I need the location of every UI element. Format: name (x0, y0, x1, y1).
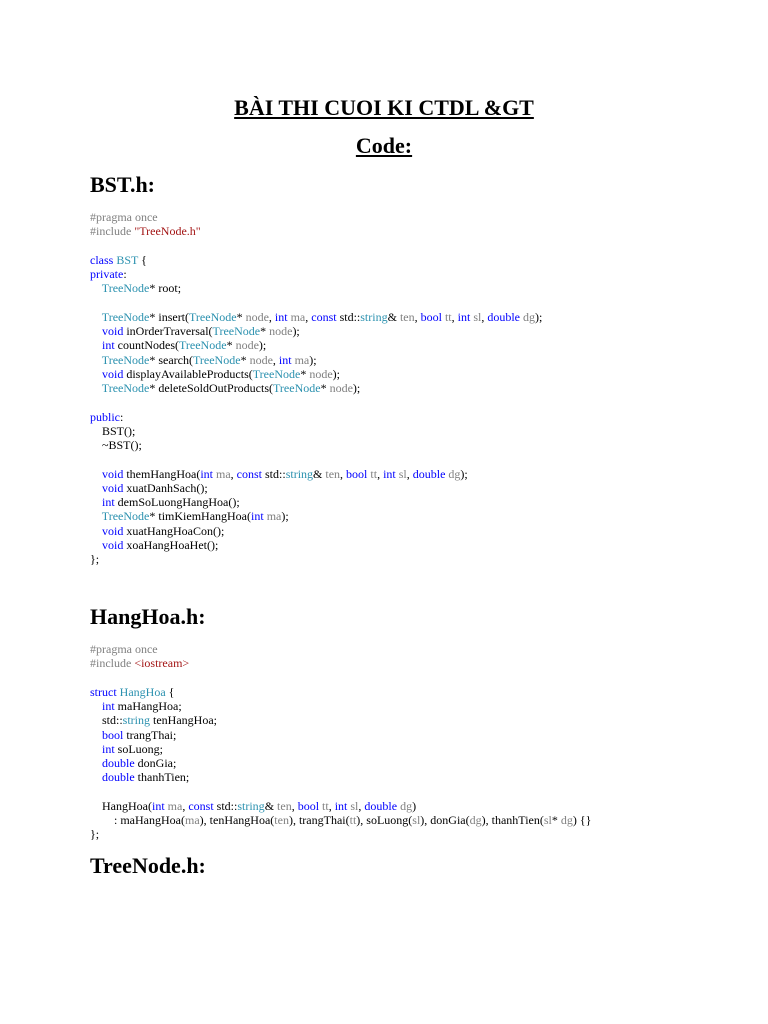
code-block-bst (90, 210, 542, 566)
code-line: double thanhTien; (102, 770, 190, 785)
code-line: TreeNode* timKiemHangHoa(int ma); (101, 509, 289, 524)
code-line: class BST { (90, 252, 147, 267)
code-line: TreeNode* root; (101, 281, 182, 296)
section-heading-hanghoa: HangHoa.h: (90, 604, 206, 629)
code-line: private: (90, 267, 127, 281)
code-line: void displayAvailableProducts(TreeNode* node); (102, 366, 340, 381)
code-line: public: (90, 409, 124, 424)
code-line: #include "TreeNode.h" (90, 224, 201, 239)
code-line: std::string tenHangHoa; (90, 713, 217, 728)
code-line: ~BST(); (90, 438, 142, 452)
code-line: TreeNode* insert(TreeNode* node, int ma, const std::string& ten, bool tt, int sl, double dg); (101, 309, 543, 324)
code-line: #include <iostream> (90, 656, 190, 671)
code-line: #pragma once (90, 210, 158, 224)
code-line: BST(); (90, 423, 136, 438)
code-line: struct HangHoa { (90, 684, 175, 699)
section-heading-bst: BST.h: (90, 172, 156, 197)
code-line: void xuatDanhSach(); (102, 480, 208, 495)
code-line: void themHangHoa(int ma, const std::string& ten, bool tt, int sl, double dg); (102, 466, 468, 481)
code-line: int demSoLuongHangHoa(); (102, 495, 240, 509)
code-line: double donGia; (102, 756, 177, 770)
code-block-hanghoa (90, 642, 591, 842)
code-line: TreeNode* search(TreeNode* node, int ma); (101, 352, 317, 367)
section-heading-treenode: TreeNode.h: (90, 853, 206, 878)
code-line: int countNodes(TreeNode* node); (102, 338, 267, 353)
code-line: HangHoa(int ma, const std::string& ten, bool tt, int sl, double dg) (90, 798, 417, 813)
code-line: #pragma once (90, 642, 158, 656)
code-line: int soLuong; (102, 741, 164, 756)
code-heading: Code: (355, 133, 413, 158)
code-line: bool trangThai; (102, 727, 177, 742)
code-line: void xuatHangHoaCon(); (102, 523, 225, 538)
code-line: int maHangHoa; (102, 699, 182, 713)
code-line: }; (90, 827, 100, 842)
code-line: }; (90, 552, 100, 566)
code-line: : maHangHoa(ma), tenHangHoa(ten), trangThai(tt), soLuong(sl), donGia(dg), thanhTien(sl* dg) {} (90, 813, 592, 827)
document-title: BÀI THI CUOI KI CTDL &GT (234, 95, 534, 120)
code-line: void xoaHangHoaHet(); (102, 537, 219, 552)
code-line: TreeNode* deleteSoldOutProducts(TreeNode* node); (101, 381, 361, 395)
code-line: void inOrderTraversal(TreeNode* node); (102, 324, 300, 338)
